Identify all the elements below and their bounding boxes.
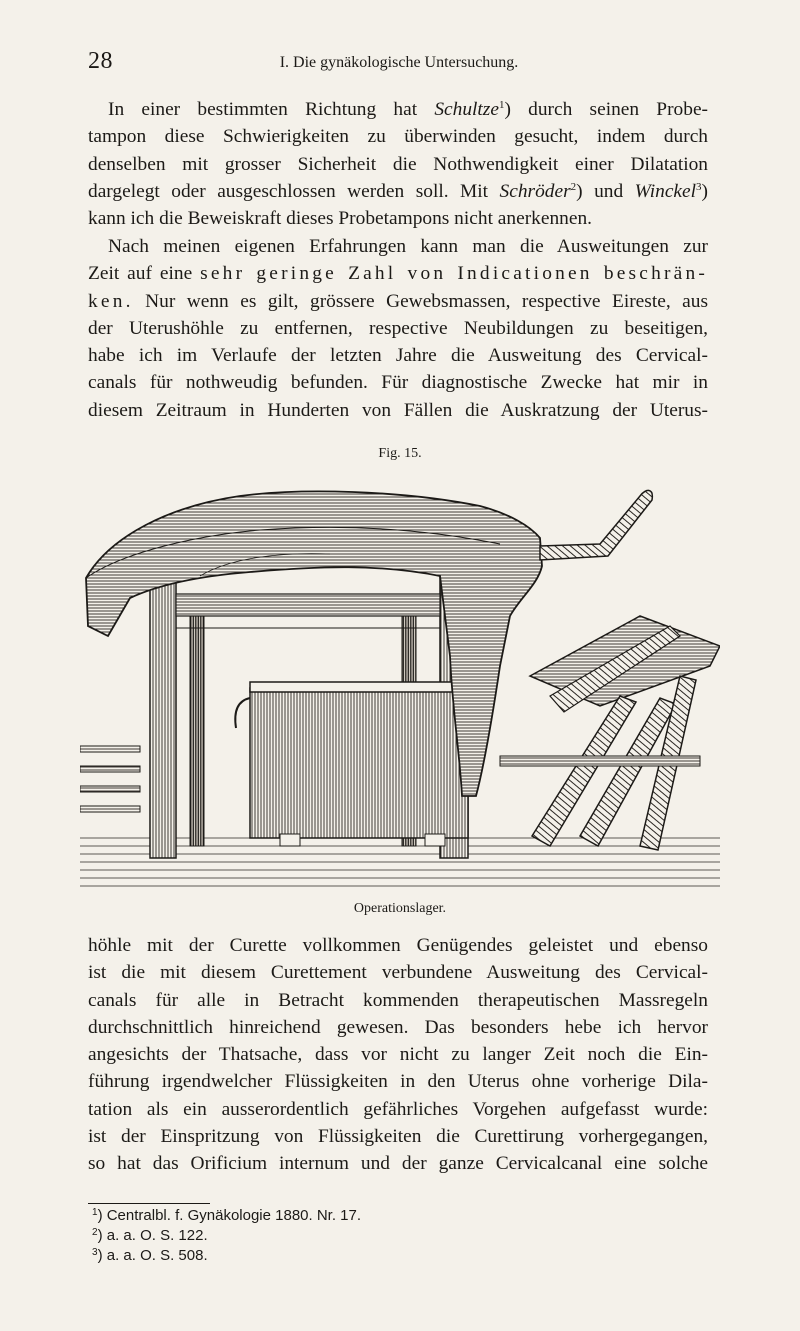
text-line: canals für nothweudig befunden. Für diagnostische Zwecke hat mir in <box>88 372 708 394</box>
text-line: der Uterushöhle zu entfernen, respective Neubildungen zu beseitigen, <box>88 317 708 339</box>
side-boards <box>80 746 140 812</box>
paragraph-3 <box>88 932 708 1178</box>
text-line: tation als ein ausserordentlich gefährliches Vorgehen aufgefasst wurde: <box>88 1098 708 1120</box>
author-name: Winckel <box>634 180 697 202</box>
text-line: diesem Zeitraum in Hunderten von Fällen die Auskratzung der Uterus- <box>88 399 708 421</box>
table-leg <box>150 576 176 858</box>
operating-table-illustration <box>80 466 720 892</box>
text-line: denselben mit grosser Sicherheit die Nothwendigkeit einer Dilatation <box>88 153 708 175</box>
text-line: Nach meinen eigenen Erfahrungen kann man die Ausweitungen zur <box>108 236 708 257</box>
running-head: I. Die gynäkologische Untersuchung. <box>279 54 519 71</box>
page-header <box>88 48 710 82</box>
leg-rest <box>500 616 720 850</box>
page-number: 28 <box>88 48 113 74</box>
figure-caption: Operationslager. <box>353 901 447 916</box>
text-line: habe ich im Verlaufe der letzten Jahre die Ausweitung des Cervical- <box>88 345 708 367</box>
emphasis-spaced: ken. <box>88 290 134 312</box>
footnote-rule <box>88 1203 210 1204</box>
text-line: kann ich die Beweiskraft dieses Probetampons nicht anerkennen. <box>88 208 593 230</box>
basin <box>235 682 468 846</box>
paragraph-2 <box>88 233 708 424</box>
table-leg <box>190 596 204 846</box>
text-line: Zeit auf eine sehr geringe Zahl von Indicationen beschrän- <box>88 263 709 285</box>
table-rail <box>176 594 440 616</box>
text-line: tampon diese Schwierigkeiten zu überwinden gesucht, indem durch <box>88 126 708 148</box>
text-line: ken. Nur wenn es gilt, grössere Gewebsmassen, respective Eireste, aus <box>88 290 708 312</box>
text-line: ist der Einspritzung von Flüssigkeiten die Curettirung vorhergegangen, <box>88 1126 708 1148</box>
footnote: $^3$) a. a. O. S. 508. <box>92 1247 208 1264</box>
footnote: $^1$) Centralbl. f. Gynäkologie 1880. Nr. 17. <box>92 1207 362 1224</box>
text-line: In einer bestimmten Richtung hat Schultze$^1$) durch seinen Probe- <box>108 99 709 120</box>
text-line: canals für alle in Betracht kommenden therapeutischen Massregeln <box>88 989 708 1011</box>
head-rest <box>540 490 652 560</box>
text-line: führung irgendwelcher Flüssigkeiten in den Uterus ohne vorherige Dila- <box>88 1071 708 1093</box>
text-line: ist die mit diesem Curettement verbundene Ausweitung des Cervical- <box>88 962 708 984</box>
text-line: höhle mit der Curette vollkommen Genügendes geleistet und ebenso <box>88 935 708 956</box>
footnote: $^2$) a. a. O. S. 122. <box>92 1227 208 1244</box>
figure-label: Fig. 15. <box>378 446 422 461</box>
footnotes <box>92 1206 361 1266</box>
footnote-ref: 3 <box>696 180 702 193</box>
footnote-ref: 2 <box>570 180 577 193</box>
text-line: so hat das Orificium internum und der ganze Cervicalcanal eine solche <box>88 1153 708 1175</box>
text-line: durchschnittlich hinreichend gewesen. Das besonders hebe ich hervor <box>88 1016 708 1038</box>
paragraph-1 <box>88 96 708 232</box>
text-line: angesichts der Thatsache, dass vor nicht zu langer Zeit noch die Ein- <box>88 1044 708 1066</box>
author-name: Schultze <box>434 99 499 120</box>
footnote-ref: 1 <box>498 99 505 111</box>
emphasis-spaced: sehr geringe Zahl von Indicationen beschrän- <box>200 263 709 285</box>
text-line: dargelegt oder ausgeschlossen werden soll. Mit Schröder$^2$) und Winckel$^3$) <box>88 180 708 202</box>
author-name: Schröder <box>499 180 571 202</box>
